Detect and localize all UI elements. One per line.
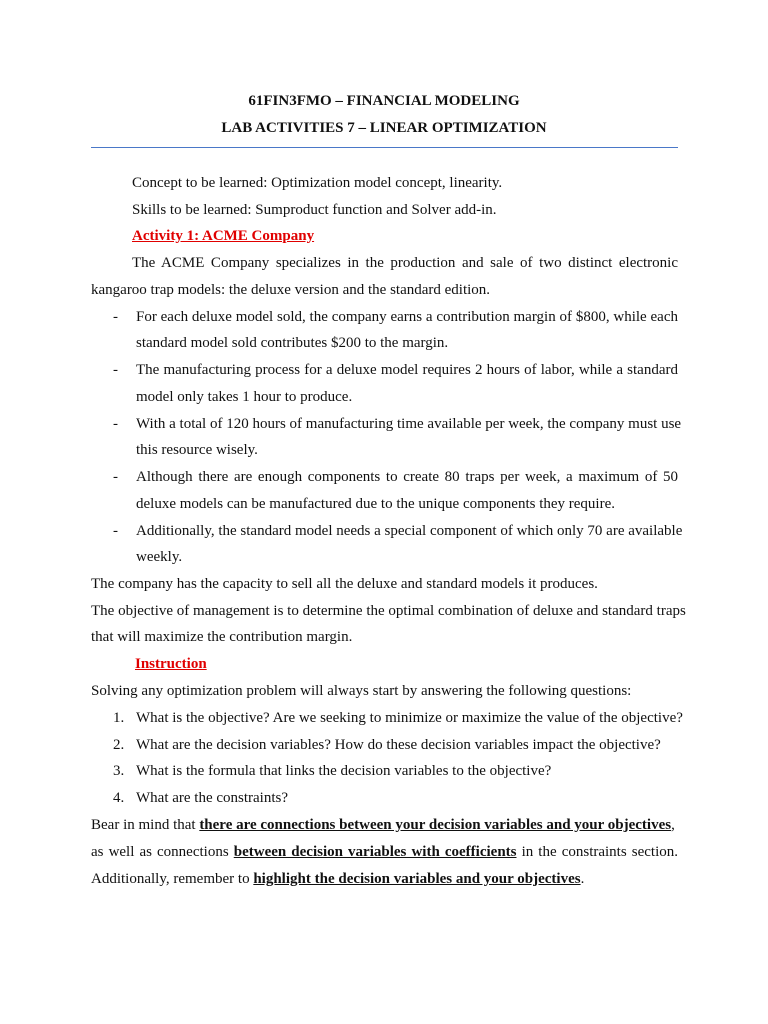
objective-statement-line1: The objective of management is to determine the optimal combination of deluxe and standard traps bbox=[91, 603, 686, 619]
note-text: Bear in mind that bbox=[91, 817, 200, 833]
bullet-item-labor-cont: model only takes 1 hour to produce. bbox=[136, 389, 353, 405]
course-title: 61FIN3FMO – FINANCIAL MODELING bbox=[248, 93, 520, 109]
bullet-marker: - bbox=[113, 309, 118, 325]
bullet-marker: - bbox=[113, 523, 118, 539]
question-number: 3. bbox=[113, 763, 125, 779]
bullet-item-margin: For each deluxe model sold, the company earns a contribution margin of $800, while each bbox=[136, 309, 678, 325]
lab-title: LAB ACTIVITIES 7 – LINEAR OPTIMIZATION bbox=[221, 120, 547, 136]
question-item: What is the objective? Are we seeking to minimize or maximize the value of the objective? bbox=[136, 710, 683, 726]
question-number: 2. bbox=[113, 737, 125, 753]
note-text: Additionally, remember to bbox=[91, 871, 254, 887]
note-emphasis: between decision variables with coefficients bbox=[233, 844, 517, 860]
note-line3 bbox=[91, 871, 584, 888]
question-item: What are the constraints? bbox=[136, 790, 289, 806]
activity-paragraph-line2: kangaroo trap models: the deluxe version and the standard edition. bbox=[91, 282, 491, 298]
concept-line: Concept to be learned: Optimization model concept, linearity. bbox=[132, 175, 503, 191]
note-text: , bbox=[671, 817, 675, 833]
bullet-item-hours: With a total of 120 hours of manufacturing time available per week, the company must use bbox=[136, 416, 682, 432]
question-number: 4. bbox=[113, 790, 125, 806]
activity-heading: Activity 1: ACME Company bbox=[132, 228, 315, 244]
bullet-item-hours-cont: this resource wisely. bbox=[136, 442, 258, 458]
bullet-marker: - bbox=[113, 469, 118, 485]
note-line1 bbox=[91, 817, 675, 834]
instruction-heading: Instruction bbox=[135, 656, 207, 672]
objective-statement-line2: that will maximize the contribution margin. bbox=[91, 629, 353, 645]
bullet-marker: - bbox=[113, 362, 118, 378]
question-item: What is the formula that links the decision variables to the objective? bbox=[136, 763, 552, 779]
activity-paragraph-line1: The ACME Company specializes in the production and sale of two distinct electronic bbox=[132, 255, 678, 271]
question-item: What are the decision variables? How do these decision variables impact the objective? bbox=[136, 737, 661, 753]
capacity-statement: The company has the capacity to sell all the deluxe and standard models it produces. bbox=[91, 576, 598, 592]
instruction-lead: Solving any optimization problem will always start by answering the following questions: bbox=[91, 683, 632, 699]
bullet-item-labor: The manufacturing process for a deluxe model requires 2 hours of labor, while a standard bbox=[136, 362, 678, 378]
note-emphasis: there are connections between your decision variables and your objectives bbox=[199, 817, 672, 833]
question-number: 1. bbox=[113, 710, 125, 726]
note-text: in the constraints section. bbox=[516, 844, 678, 860]
header-divider bbox=[91, 147, 678, 148]
bullet-item-special-component-cont: weekly. bbox=[136, 549, 183, 565]
bullet-item-components: Although there are enough components to create 80 traps per week, a maximum of 50 bbox=[136, 469, 678, 485]
note-text: as well as connections bbox=[91, 844, 234, 860]
bullet-item-special-component: Additionally, the standard model needs a special component of which only 70 are available bbox=[136, 523, 683, 539]
bullet-item-margin-cont: standard model sold contributes $200 to the margin. bbox=[136, 335, 449, 351]
bullet-item-components-cont: deluxe models can be manufactured due to the unique components they require. bbox=[136, 496, 616, 512]
note-text: . bbox=[580, 871, 585, 887]
note-emphasis: highlight the decision variables and your objectives bbox=[253, 871, 581, 887]
skills-line: Skills to be learned: Sumproduct function and Solver add-in. bbox=[132, 202, 497, 218]
note-line2 bbox=[91, 844, 678, 861]
bullet-marker: - bbox=[113, 416, 118, 432]
